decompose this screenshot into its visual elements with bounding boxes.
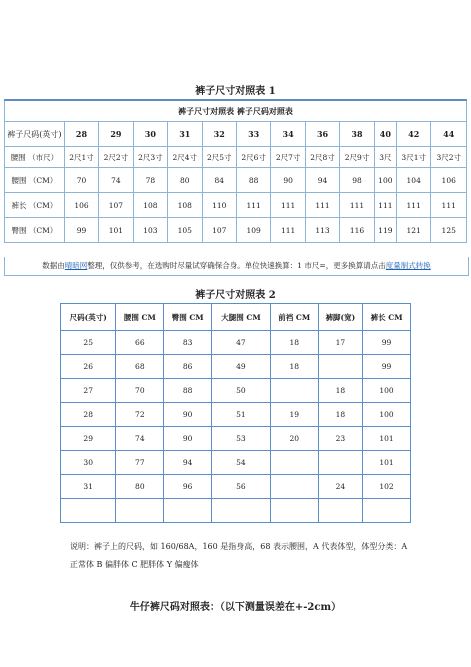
table1-cell: 38 [340, 122, 374, 147]
table1-cell: 111 [271, 193, 305, 218]
table1-cell: 2尺6寸 [236, 147, 270, 168]
table2-cell: 80 [116, 475, 164, 499]
table2-header-cell: 臀围 CM [164, 304, 212, 331]
table2-cell: 27 [61, 379, 116, 403]
table2-cell: 19 [270, 403, 318, 427]
table1-row-shichi [5, 147, 467, 168]
table1-cell: 74 [99, 168, 133, 193]
table2-cell [61, 499, 116, 523]
table1-cell: 111 [396, 193, 430, 218]
table2-cell: 102 [363, 475, 411, 499]
table1-cell: 119 [374, 218, 396, 243]
table2-header-cell: 尺码(英寸) [61, 304, 116, 331]
table2-cell: 101 [363, 451, 411, 475]
table2-cell: 17 [318, 331, 363, 355]
table2-cell: 77 [116, 451, 164, 475]
table2-row [61, 403, 411, 427]
table1-cell: 98 [340, 168, 374, 193]
table1-cell: 40 [374, 122, 396, 147]
table2-note-line2: 正常体 B 偏胖体 C 肥胖体 Y 偏瘦体 [70, 560, 199, 569]
table1-cell: 101 [99, 218, 133, 243]
table3-title: 牛仔裤尺码对照表：（以下测量误差在+-2cm） [129, 602, 342, 613]
table2-cell: 74 [116, 427, 164, 451]
table2-cell: 50 [212, 379, 271, 403]
table1-cell: 32 [202, 122, 236, 147]
size-table-1 [4, 99, 467, 243]
table1-cell: 107 [202, 218, 236, 243]
table2-cell: 18 [318, 403, 363, 427]
table1-row-length_cm [5, 193, 467, 218]
table1-row-label: 臀围 （CM） [5, 218, 65, 243]
table2-header-cell: 腰围 CM [116, 304, 164, 331]
table1-cell: 2尺7寸 [271, 147, 305, 168]
table2-cell: 20 [270, 427, 318, 451]
table1-cell: 70 [64, 168, 98, 193]
table1-cell: 31 [168, 122, 202, 147]
table2-row [61, 451, 411, 475]
table2-cell: 26 [61, 355, 116, 379]
unit-conversion-link[interactable]: 度量制式转换 [385, 261, 431, 270]
table2-cell: 23 [318, 427, 363, 451]
table2-cell: 30 [61, 451, 116, 475]
table1-cell: 2尺3寸 [133, 147, 167, 168]
table1-row-hip_cm [5, 218, 467, 243]
table1-cell: 42 [396, 122, 430, 147]
table1-note: 数据由晴暗网整理，仅供参考，在选购时尽量试穿确保合身。单位快速换算：1 市尺=，更多换算请点击度量制式转换 [4, 257, 469, 276]
table1-cell: 116 [340, 218, 374, 243]
table1-cell: 29 [99, 122, 133, 147]
table1-row-label: 裤长 （CM） [5, 193, 65, 218]
table1-cell: 105 [168, 218, 202, 243]
table1-cell: 111 [271, 218, 305, 243]
table1-cell: 34 [271, 122, 305, 147]
table2-header-row [61, 304, 411, 331]
table1-cell: 111 [431, 193, 467, 218]
table2-cell: 94 [164, 451, 212, 475]
table2-cell: 31 [61, 475, 116, 499]
table2-cell [363, 499, 411, 523]
table2-cell: 18 [318, 379, 363, 403]
table2-cell: 24 [318, 475, 363, 499]
table1-cell: 78 [133, 168, 167, 193]
table1-cell: 106 [431, 168, 467, 193]
table2-row [61, 331, 411, 355]
table1-cell: 28 [64, 122, 98, 147]
table2-cell [318, 355, 363, 379]
table1-cell: 113 [305, 218, 339, 243]
table2-cell: 99 [363, 331, 411, 355]
table2-cell: 51 [212, 403, 271, 427]
table1-cell: 94 [305, 168, 339, 193]
table1-cell: 2尺4寸 [168, 147, 202, 168]
table1-cell: 2尺8寸 [305, 147, 339, 168]
table1-cell: 111 [305, 193, 339, 218]
table2-note-line1: 说明：裤子上的尺码，如 160/68A，160 是指身高，68 表示腰围，A 代表体型，体型分类：A [70, 542, 408, 551]
table1-cell: 103 [133, 218, 167, 243]
table1-row-sizes [5, 122, 467, 147]
table1-title: 裤子尺寸对照表 1 [195, 86, 276, 97]
table1-cell: 108 [168, 193, 202, 218]
table2-cell: 83 [164, 331, 212, 355]
table1-cell: 121 [396, 218, 430, 243]
table1-row-label: 腰围 （市尺） [5, 147, 65, 168]
table1-cell: 111 [340, 193, 374, 218]
table1-cell: 3尺2寸 [431, 147, 467, 168]
table1-cell: 33 [236, 122, 270, 147]
table2-cell [318, 451, 363, 475]
table2-cell: 68 [116, 355, 164, 379]
table1-cell: 109 [236, 218, 270, 243]
table1-row-label: 裤子尺码(英寸) [5, 122, 65, 147]
table2-cell: 96 [164, 475, 212, 499]
table1-row-label: 腰围 （CM） [5, 168, 65, 193]
table2-cell [270, 499, 318, 523]
table1-cell: 30 [133, 122, 167, 147]
table2-cell [270, 379, 318, 403]
table1-cell: 100 [374, 168, 396, 193]
table1-cell: 111 [236, 193, 270, 218]
table2-cell: 18 [270, 355, 318, 379]
table2-cell [164, 499, 212, 523]
table2-cell: 25 [61, 331, 116, 355]
table2-cell: 90 [164, 403, 212, 427]
source-link[interactable]: 晴暗网 [64, 261, 88, 270]
table1-cell: 3尺 [374, 147, 396, 168]
table1-cell: 2尺5寸 [202, 147, 236, 168]
table1-cell: 2尺2寸 [99, 147, 133, 168]
table1-cell: 88 [236, 168, 270, 193]
table1-cell: 110 [202, 193, 236, 218]
table2-cell: 53 [212, 427, 271, 451]
size-table-2 [60, 303, 411, 523]
table2-cell: 99 [363, 355, 411, 379]
table2-cell: 72 [116, 403, 164, 427]
table2-row [61, 499, 411, 523]
table1-cell: 107 [99, 193, 133, 218]
table2-cell: 66 [116, 331, 164, 355]
table2-header-cell: 裤脚(宽) [318, 304, 363, 331]
table2-row [61, 379, 411, 403]
table1-cell: 104 [396, 168, 430, 193]
table1-cell: 80 [168, 168, 202, 193]
table1-cell: 111 [374, 193, 396, 218]
table1-cell: 44 [431, 122, 467, 147]
table1-cell: 2尺9寸 [340, 147, 374, 168]
table2-cell [270, 475, 318, 499]
table1-cell: 108 [133, 193, 167, 218]
table1-cell: 99 [64, 218, 98, 243]
table1-row-waist_cm [5, 168, 467, 193]
table2-row [61, 427, 411, 451]
table2-header-cell: 大腿围 CM [212, 304, 271, 331]
table2-cell: 49 [212, 355, 271, 379]
table2-title: 裤子尺寸对照表 2 [195, 290, 276, 301]
table2-cell: 56 [212, 475, 271, 499]
table2-cell: 54 [212, 451, 271, 475]
table1-cell: 125 [431, 218, 467, 243]
table1-cell: 106 [64, 193, 98, 218]
table1-cell: 84 [202, 168, 236, 193]
table2-cell: 90 [164, 427, 212, 451]
table2-cell: 100 [363, 379, 411, 403]
table2-cell [212, 499, 271, 523]
table1-cell: 36 [305, 122, 339, 147]
table1-caption: 裤子尺寸对照表 裤子尺码对照表 [5, 100, 467, 122]
table2-cell: 28 [61, 403, 116, 427]
table1-cell: 90 [271, 168, 305, 193]
table2-cell: 29 [61, 427, 116, 451]
table2-cell [270, 451, 318, 475]
table2-cell: 18 [270, 331, 318, 355]
table2-cell [318, 499, 363, 523]
table2-cell: 100 [363, 403, 411, 427]
table1-cell: 2尺1寸 [64, 147, 98, 168]
table2-row [61, 475, 411, 499]
table2-cell: 86 [164, 355, 212, 379]
table2-cell: 88 [164, 379, 212, 403]
table2-cell [116, 499, 164, 523]
table1-cell: 3尺1寸 [396, 147, 430, 168]
table2-row [61, 355, 411, 379]
table2-header-cell: 前裆 CM [270, 304, 318, 331]
table2-header-cell: 裤长 CM [363, 304, 411, 331]
table2-cell: 70 [116, 379, 164, 403]
table2-cell: 47 [212, 331, 271, 355]
table2-cell: 101 [363, 427, 411, 451]
